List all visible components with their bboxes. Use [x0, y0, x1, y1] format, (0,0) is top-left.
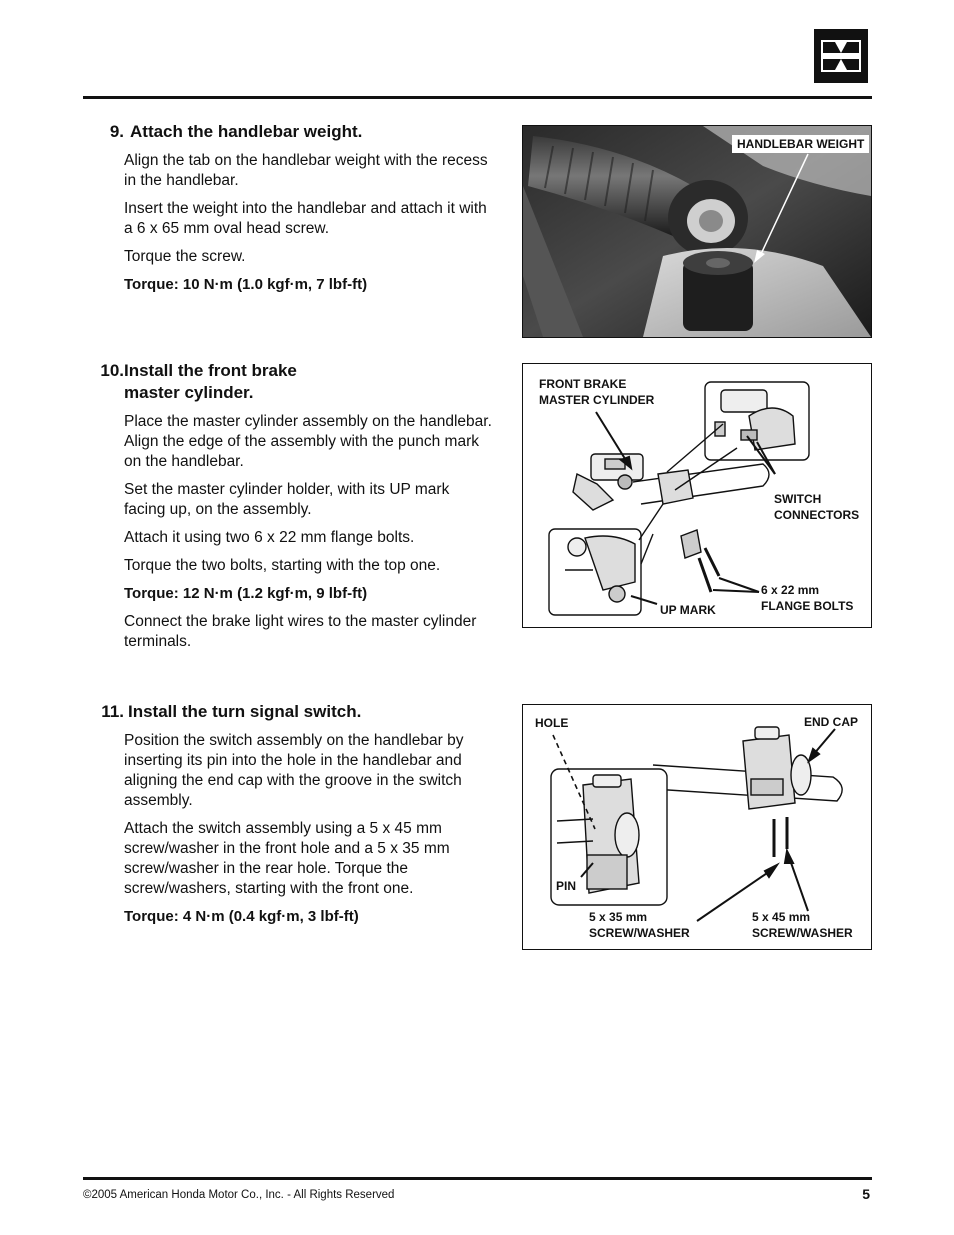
- handlebar-weight-label: HANDLEBAR WEIGHT: [732, 135, 869, 153]
- step-10: [83, 360, 493, 652]
- step-9-title: [83, 121, 493, 143]
- instruction-text: Torque the two bolts, starting with the top one.: [124, 557, 441, 574]
- step-11: [83, 701, 493, 927]
- hole-label: HOLE: [535, 716, 569, 730]
- instruction-text: Attach the switch assembly using a 5 x 45 mm screw/washer in the front hole and a 5 x 35 mm screw/washer in the rear hole. Torque the screw/washers, starting with the front one.: [124, 820, 450, 897]
- front-brake-label: FRONT BRAKE MASTER CYLINDER: [539, 377, 655, 407]
- instruction-text: Position the switch assembly on the handlebar by inserting its pin into the hole in the handlebar and aligning the end cap with the groove in the switch assembly.: [124, 732, 464, 809]
- footer-rule: [83, 1177, 872, 1180]
- pointer-lines: [523, 126, 871, 337]
- instruction-text: Connect the brake light wires to the master cylinder terminals.: [124, 613, 477, 650]
- header-rule: [83, 96, 872, 99]
- torque-spec: Torque: 10 N·m (1.0 kgf·m, 7 lbf-ft): [124, 276, 368, 293]
- step-11-title: [83, 701, 493, 723]
- step-title-text: Attach the handlebar weight.: [130, 122, 363, 141]
- screw-45-label: 5 x 45 mm SCREW/WASHER: [752, 910, 853, 940]
- step-title-line: master cylinder.: [124, 383, 254, 402]
- step-9: [83, 121, 493, 295]
- step-number: 10.: [100, 361, 124, 380]
- copyright-text: ©2005 American Honda Motor Co., Inc. - All Rights Reserved: [83, 1189, 395, 1201]
- instruction-text: Set the master cylinder holder, with its UP mark facing up, on the assembly.: [124, 481, 450, 518]
- page-number: 5: [862, 1186, 870, 1202]
- instruction-text: Attach it using two 6 x 22 mm flange bolts.: [124, 529, 415, 546]
- torque-spec: Torque: 12 N·m (1.2 kgf·m, 9 lbf-ft): [124, 585, 368, 602]
- step-number: 9.: [109, 122, 124, 141]
- instruction-text: Insert the weight into the handlebar and attach it with a 6 x 65 mm oval head screw.: [124, 200, 487, 237]
- flange-bolts-label: 6 x 22 mm FLANGE BOLTS: [761, 583, 854, 613]
- instruction-text: Place the master cylinder assembly on the handlebar. Align the edge of the assembly with the punch mark on the handlebar.: [124, 413, 492, 470]
- switch-connectors-label: SWITCH CONNECTORS: [774, 492, 860, 522]
- step-number: 11.: [101, 702, 124, 721]
- step-10-title: [83, 360, 493, 404]
- instruction-text: Align the tab on the handlebar weight with the recess in the handlebar.: [124, 152, 488, 189]
- step-title-text: Install the turn signal switch.: [128, 702, 362, 721]
- turn-signal-switch-diagram: [522, 704, 872, 950]
- handlebar-weight-photo: [522, 125, 872, 338]
- up-mark-label: UP MARK: [660, 603, 716, 617]
- instruction-text: Torque the screw.: [124, 248, 246, 265]
- end-cap-label: END CAP: [804, 715, 859, 729]
- master-cylinder-diagram: [522, 363, 872, 628]
- honda-wing-logo-icon: [813, 28, 869, 84]
- torque-spec: Torque: 4 N·m (0.4 kgf·m, 3 lbf-ft): [124, 908, 359, 925]
- screw-35-label: 5 x 35 mm SCREW/WASHER: [589, 910, 690, 940]
- pin-label: PIN: [556, 879, 577, 893]
- step-title-line: Install the front brake: [124, 361, 297, 380]
